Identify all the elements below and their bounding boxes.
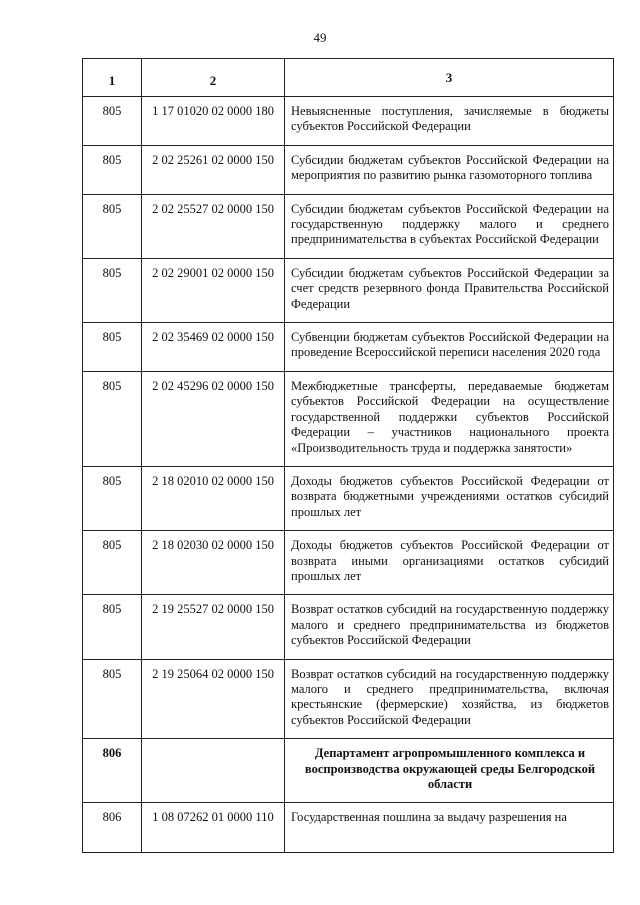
table-row [83,97,614,146]
revenue-description: Невыясненные поступления, зачисляемые в бюджеты субъектов Российской Федерации [285,97,614,146]
revenue-code [142,739,285,803]
revenue-code: 2 02 25527 02 0000 150 [142,194,285,258]
table-row [83,258,614,322]
revenue-code: 2 18 02030 02 0000 150 [142,531,285,595]
revenue-description: Субсидии бюджетам субъектов Российской Федерации на мероприятия по развитию рынка газомоторного топлива [285,145,614,194]
table-row [83,145,614,194]
revenue-description: Доходы бюджетов субъектов Российской Федерации от возврата бюджетными учреждениями остатков субсидий прошлых лет [285,466,614,530]
table-row [83,803,614,853]
page-number: 49 [313,30,327,45]
header-col-2: 2 [142,59,285,97]
revenue-description: Возврат остатков субсидий на государственную поддержку малого и среднего предпринимательства из бюджетов субъектов Российской Федерации [285,595,614,659]
header-col-1: 1 [83,59,142,97]
admin-code: 805 [83,145,142,194]
revenue-code: 2 02 35469 02 0000 150 [142,323,285,372]
admin-code: 805 [83,97,142,146]
revenue-description: Субсидии бюджетам субъектов Российской Федерации на государственную поддержку малого и среднего предпринимательства в субъектах Российской Федерации [285,194,614,258]
revenue-description: Субсидии бюджетам субъектов Российской Федерации за счет средств резервного фонда Правительства Российской Федерации [285,258,614,322]
revenue-code: 2 02 45296 02 0000 150 [142,371,285,466]
admin-code: 805 [83,323,142,372]
table-row-department-heading [83,739,614,803]
department-name: Департамент агропромышленного комплекса и воспроизводства окружающей среды Белгородской области [285,739,614,803]
revenue-description: Доходы бюджетов субъектов Российской Федерации от возврата иными организациями остатков субсидий прошлых лет [285,531,614,595]
revenue-description: Государственная пошлина за выдачу разрешения на [285,803,614,853]
admin-code: 806 [83,739,142,803]
table-row [83,595,614,659]
revenue-code: 2 02 29001 02 0000 150 [142,258,285,322]
revenue-code: 1 17 01020 02 0000 180 [142,97,285,146]
table-header-row [83,59,614,97]
revenue-code: 1 08 07262 01 0000 110 [142,803,285,853]
header-col-3: 3 [285,59,614,97]
revenue-code: 2 02 25261 02 0000 150 [142,145,285,194]
admin-code: 805 [83,659,142,739]
admin-code: 806 [83,803,142,853]
admin-code: 805 [83,194,142,258]
revenue-codes-table [82,58,614,853]
revenue-code: 2 19 25527 02 0000 150 [142,595,285,659]
table-row [83,194,614,258]
table-row [83,371,614,466]
revenue-description: Межбюджетные трансферты, передаваемые бюджетам субъектов Российской Федерации на осуществление государственной поддержки субъектов Российской Федерации – участников национального проекта «Производительность труда и поддержка занятости» [285,371,614,466]
table-row [83,323,614,372]
revenue-description: Возврат остатков субсидий на государственную поддержку малого и среднего предпринимательства, включая крестьянские (фермерские) хозяйства, из бюджетов субъектов Российской Федерации [285,659,614,739]
revenue-code: 2 18 02010 02 0000 150 [142,466,285,530]
table-row [83,466,614,530]
table-row [83,531,614,595]
top-scan-edge [0,0,640,3]
admin-code: 805 [83,595,142,659]
table-row [83,659,614,739]
admin-code: 805 [83,531,142,595]
admin-code: 805 [83,466,142,530]
admin-code: 805 [83,371,142,466]
revenue-description: Субвенции бюджетам субъектов Российской Федерации на проведение Всероссийской переписи населения 2020 года [285,323,614,372]
admin-code: 805 [83,258,142,322]
revenue-code: 2 19 25064 02 0000 150 [142,659,285,739]
